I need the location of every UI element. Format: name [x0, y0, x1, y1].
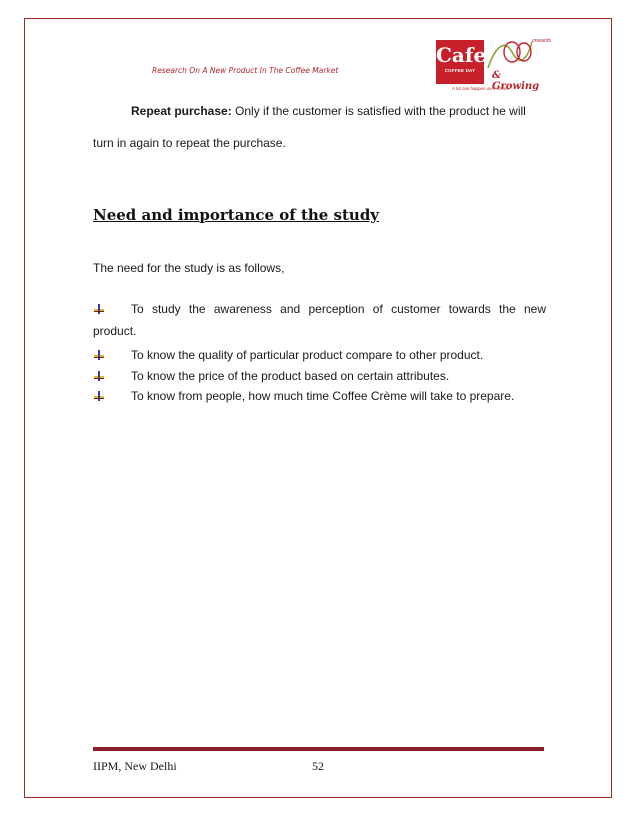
pushpin-bullet-icon — [93, 370, 105, 382]
page-number: 52 — [312, 759, 324, 773]
footer-institution: IIPM, New Delhi — [93, 759, 177, 773]
logo-box — [436, 40, 487, 84]
bullet-text-cont: product. — [93, 324, 137, 338]
bullet-text: To know from people, how much time Coffee Crème will take to prepare. — [131, 389, 515, 403]
logo-motto: A lot can happen over coffee — [452, 86, 509, 91]
repeat-purchase-text-cont: turn in again to repeat the purchase. — [93, 136, 286, 150]
repeat-purchase-label: Repeat purchase: — [131, 104, 232, 118]
bullet-text: To know the price of the product based on certain attributes. — [131, 369, 450, 383]
header-title: Research On A New Product In The Coffee Market — [152, 66, 339, 75]
repeat-purchase-text: Only if the customer is satisfied with the product he will — [231, 104, 526, 118]
logo-tagline: & Growing — [492, 70, 540, 92]
repeat-purchase-paragraph — [131, 103, 551, 119]
brand-logo — [436, 34, 551, 94]
logo-onwards: onwards — [532, 38, 551, 44]
section-heading: Need and importance of the study — [93, 206, 380, 224]
logo-sub: COFFEE DAY — [444, 68, 476, 73]
pushpin-bullet-icon — [93, 390, 105, 402]
logo-brand: Cafe — [436, 43, 487, 67]
footer-rule — [93, 747, 544, 751]
pushpin-bullet-icon — [93, 303, 105, 315]
intro-text: The need for the study is as follows, — [93, 261, 285, 275]
pushpin-bullet-icon — [93, 349, 105, 361]
bullet-text: To study the awareness and perception of customer towards the new — [131, 302, 546, 316]
bullet-text: To know the quality of particular product compare to other product. — [131, 348, 484, 362]
